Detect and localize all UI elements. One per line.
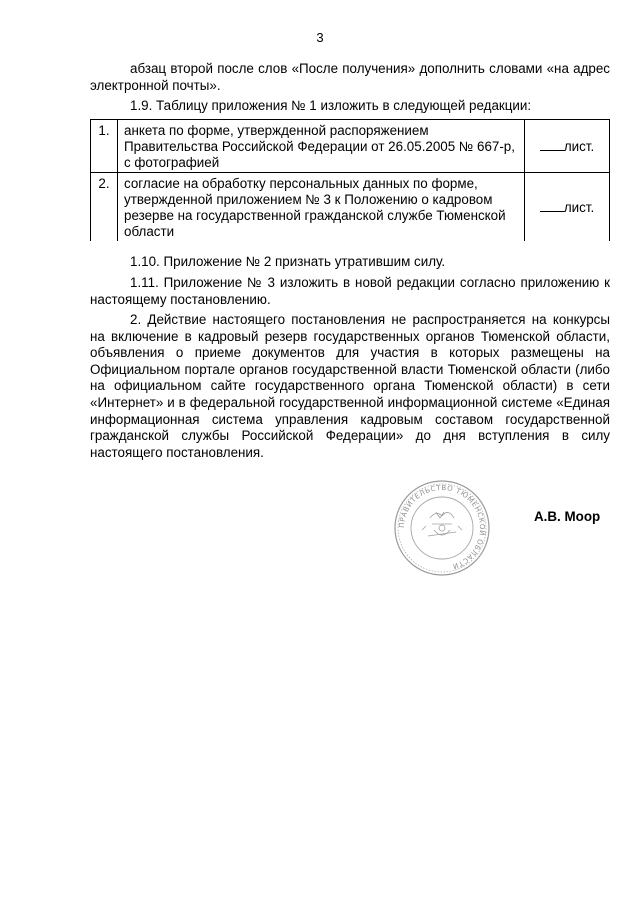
row-number: 2. [91, 173, 118, 242]
signature-name: А.В. Моор [534, 509, 601, 524]
svg-text:ПРАВИТЕЛЬСТВО ТЮМЕНСКОЙ ОБЛАСТ: ПРАВИТЕЛЬСТВО ТЮМЕНСКОЙ ОБЛАСТИ [397, 483, 487, 571]
blank-line [540, 200, 564, 212]
item-1-9: 1.9. Таблицу приложения № 1 изложить в следующей редакции: [130, 98, 532, 113]
item-2: 2. Действие настоящего постановления не распространяется на конкурсы на включение в кадровый резерв государственных органов Тюменской области, объявления о приеме документов для участия в которых размещены на Официальном портале органов государственной власти Тюменской области (либо на официальном сайте государственного органа Тюменской области) в сети «Интернет» и в федеральной государственной информационной системе «Единая информационная система управления кадровым составом государственной гражданской службы Российской Федерации» до дня вступления в силу настоящего постановления. [90, 312, 610, 460]
page-number: 3 [316, 30, 324, 45]
blank-line [540, 139, 564, 151]
table-row [91, 173, 610, 242]
row-pages [525, 120, 610, 173]
item-1-10: 1.10. Приложение № 2 признать утратившим силу. [130, 254, 446, 269]
pages-suffix: лист. [563, 139, 595, 154]
official-seal [392, 478, 492, 578]
row-number: 1. [91, 120, 118, 173]
row-description: анкета по форме, утвержденной распоряжением Правительства Российской Федерации от 26.05.2005 № 667-р, с фотографией [118, 120, 525, 173]
attachment-table [90, 119, 610, 241]
pages-suffix: лист. [563, 200, 595, 215]
row-pages [525, 173, 610, 242]
item-1-11: 1.11. Приложение № 3 изложить в новой редакции согласно приложению к настоящему постановлению. [90, 275, 610, 307]
row-description: согласие на обработку персональных данных по форме, утвержденной приложением № 3 к Положению о кадровом резерве на государственной гражданской службе Тюменской области [118, 173, 525, 242]
table-row [91, 120, 610, 173]
intro-paragraph: абзац второй после слов «После получения» дополнить словами «на адрес электронной почты». [90, 61, 610, 93]
